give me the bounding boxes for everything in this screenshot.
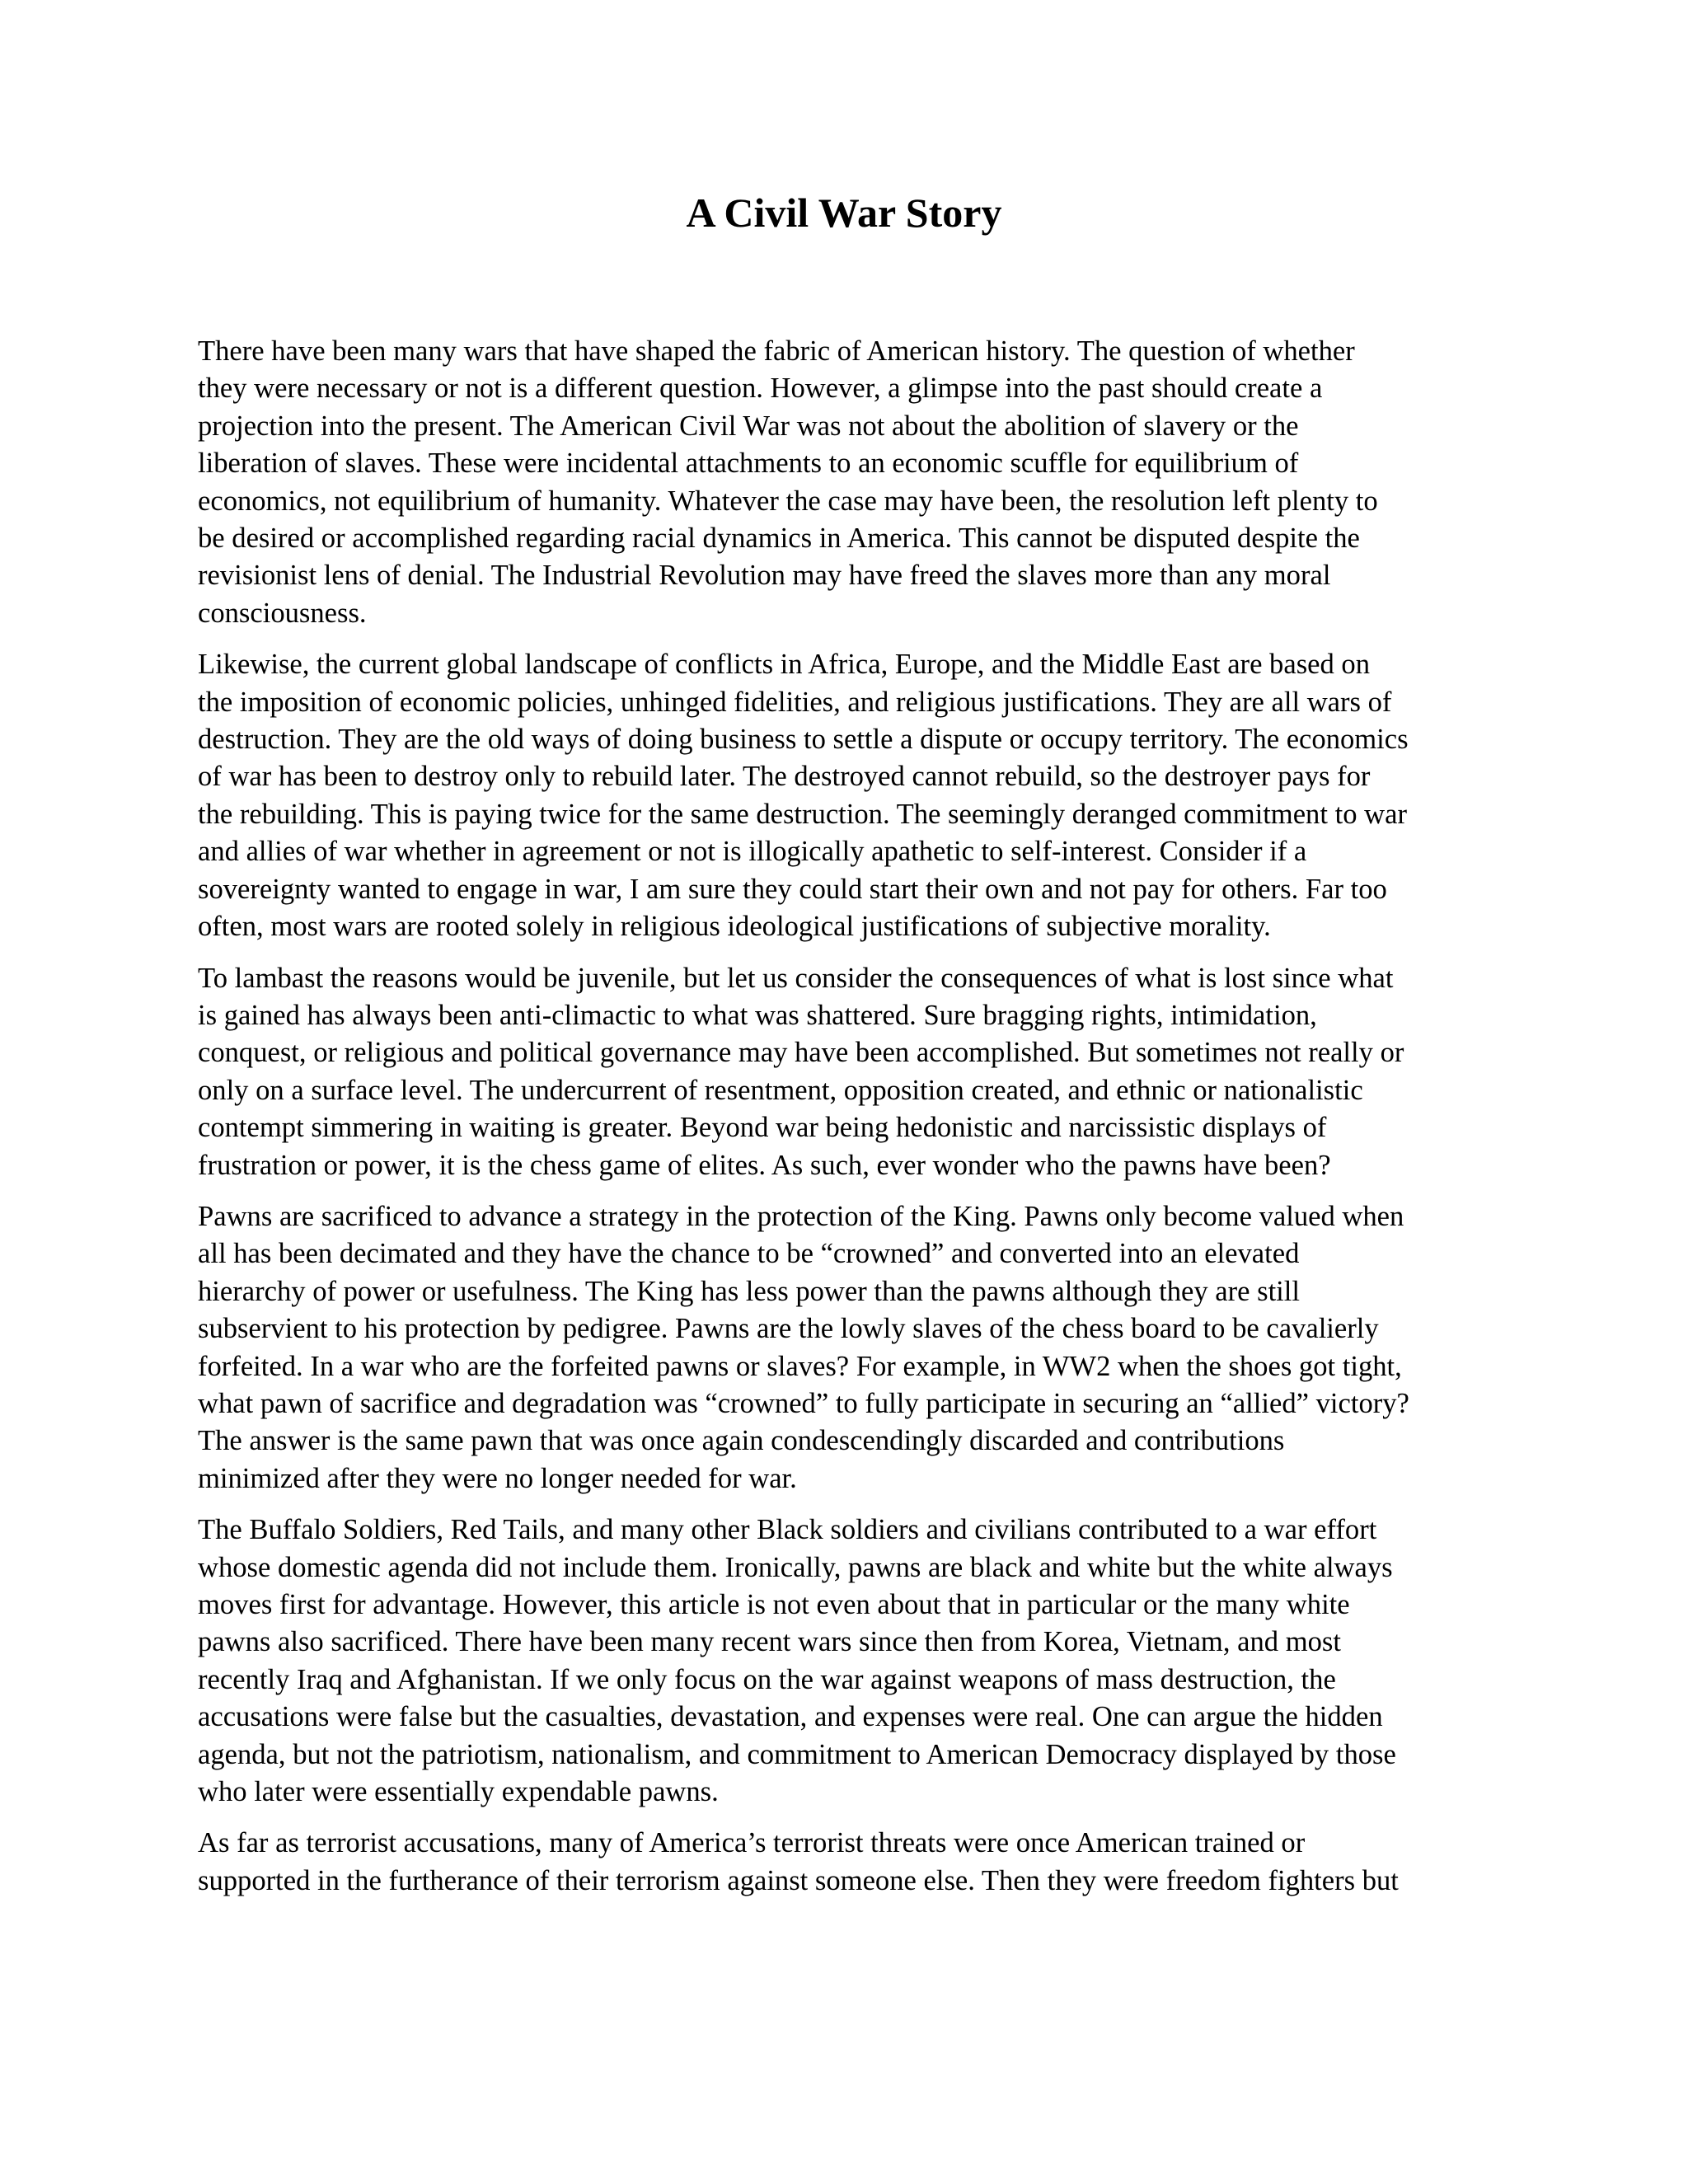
document-title: A Civil War Story [686, 190, 1002, 236]
text-line: subservient to his protection by pedigree. Pawns are the lowly slaves of the chess board to be cavalierly [198, 1313, 1379, 1345]
paragraph [198, 1825, 1500, 1900]
text-line: be desired or accomplished regarding racial dynamics in America. This cannot be disputed despite the [198, 523, 1360, 555]
text-line: liberation of slaves. These were incidental attachments to an economic scuffle for equilibrium of [198, 448, 1299, 480]
text-line: consciousness. [198, 597, 367, 629]
text-line: of war has been to destroy only to rebuild later. The destroyed cannot rebuild, so the destroyer pays for [198, 761, 1371, 793]
text-line: frustration or power, it is the chess game of elites. As such, ever wonder who the pawns have been? [198, 1149, 1331, 1181]
text-line: all has been decimated and they have the chance to be “crowned” and converted into an elevated [198, 1238, 1300, 1270]
text-line: To lambast the reasons would be juvenile, but let us consider the consequences of what is lost since what [198, 962, 1394, 994]
text-line: There have been many wars that have shaped the fabric of American history. The question of whether [198, 335, 1355, 367]
text-line: is gained has always been anti-climactic to what was shattered. Sure bragging rights, intimidation, [198, 999, 1317, 1031]
text-line: revisionist lens of denial. The Industrial Revolution may have freed the slaves more than any moral [198, 560, 1331, 592]
text-line: forfeited. In a war who are the forfeited pawns or slaves? For example, in WW2 when the shoes got tight, [198, 1350, 1402, 1382]
text-line: pawns also sacrificed. There have been many recent wars since then from Korea, Vietnam, and most [198, 1626, 1341, 1658]
text-line: Pawns are sacrificed to advance a strategy in the protection of the King. Pawns only become valued when [198, 1200, 1404, 1232]
text-line: moves first for advantage. However, this article is not even about that in particular or the many white [198, 1589, 1350, 1620]
text-line: agenda, but not the patriotism, nationalism, and commitment to American Democracy displayed by those [198, 1738, 1396, 1770]
text-line: conquest, or religious and political governance may have been accomplished. But sometimes not really or [198, 1037, 1404, 1069]
text-line: hierarchy of power or usefulness. The King has less power than the pawns although they are still [198, 1275, 1300, 1307]
paragraph [198, 646, 1500, 945]
text-line: Likewise, the current global landscape of conflicts in Africa, Europe, and the Middle East are based on [198, 649, 1371, 681]
text-line: and allies of war whether in agreement or not is illogically apathetic to self-interest. Consider if a [198, 836, 1307, 868]
text-line: destruction. They are the old ways of doing business to settle a dispute or occupy territory. The economics [198, 724, 1409, 756]
text-line: contempt simmering in waiting is greater. Beyond war being hedonistic and narcissistic displays of [198, 1112, 1327, 1144]
text-line: minimized after they were no longer needed for war. [198, 1462, 797, 1494]
text-line: sovereignty wanted to engage in war, I am sure they could start their own and not pay for others. Far too [198, 873, 1387, 905]
text-line: recently Iraq and Afghanistan. If we only focus on the war against weapons of mass destruction, the [198, 1663, 1336, 1695]
paragraph [198, 333, 1500, 632]
text-line: whose domestic agenda did not include them. Ironically, pawns are black and white but the white always [198, 1551, 1393, 1583]
text-line: economics, not equilibrium of humanity. Whatever the case may have been, the resolution left plenty to [198, 485, 1378, 517]
text-line: accusations were false but the casualties, devastation, and expenses were real. One can argue the hidden [198, 1701, 1383, 1733]
paragraph [198, 1511, 1500, 1811]
text-line: only on a surface level. The undercurrent of resentment, opposition created, and ethnic or nationalistic [198, 1074, 1363, 1106]
document-body [198, 333, 1500, 1914]
paragraph [198, 960, 1500, 1184]
text-line: the rebuilding. This is paying twice for the same destruction. The seemingly deranged commitment to war [198, 798, 1407, 830]
text-line: what pawn of sacrifice and degradation was “crowned” to fully participate in securing an “allied” victory? [198, 1387, 1409, 1419]
text-line: The answer is the same pawn that was once again condescendingly discarded and contributions [198, 1425, 1285, 1457]
text-line: As far as terrorist accusations, many of America’s terrorist threats were once American trained or [198, 1827, 1306, 1859]
text-line: they were necessary or not is a different question. However, a glimpse into the past should create a [198, 373, 1323, 405]
text-line: often, most wars are rooted solely in religious ideological justifications of subjective morality. [198, 911, 1271, 943]
text-line: the imposition of economic policies, unhinged fidelities, and religious justifications. They are all wars of [198, 686, 1392, 718]
text-line: projection into the present. The American Civil War was not about the abolition of slavery or the [198, 410, 1299, 442]
paragraph [198, 1198, 1500, 1497]
text-line: supported in the furtherance of their terrorism against someone else. Then they were freedom fighters but [198, 1864, 1399, 1896]
text-line: The Buffalo Soldiers, Red Tails, and many other Black soldiers and civilians contributed to a war effort [198, 1514, 1377, 1546]
text-line: who later were essentially expendable pawns. [198, 1776, 719, 1808]
